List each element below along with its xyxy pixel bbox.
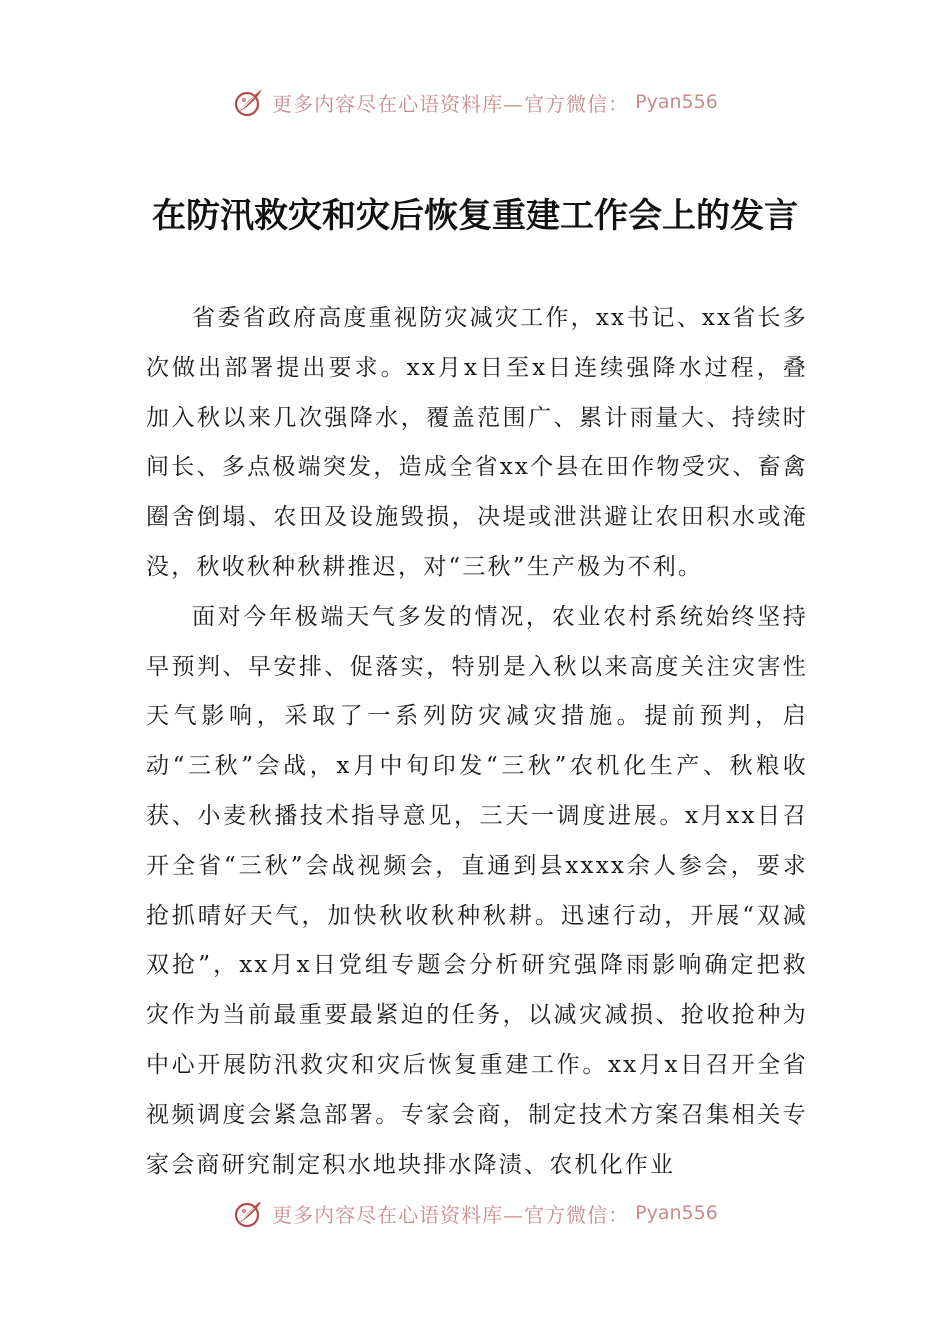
paragraph: 面对今年极端天气多发的情况，农业农村系统始终坚持早预判、早安排、促落实，特别是入秋以来高度关注灾害性天气影响，采取了一系列防灾减灾措施。提前预判，启动“三秋”会战，x月中旬印发“三秋”农机化生产、秋粮收获、小麦秋播技术指导意见，三天一调度进展。x月xx日召开全省“三秋”会战视频会，直通到县xxxx余人参会，要求抢抓晴好天气，加快秋收秋种秋耕。迅速行动，开展“双减双抢”，xx月x日党组专题会分析研究强降雨影响确定把救灾作为当前最重要最紧迫的任务，以减灾减损、抢收抢种为中心开展防汛救灾和灾后恢复重建工作。xx月x日召开全省视频调度会紧急部署。专家会商，制定技术方案召集相关专家会商研究制定积水地块排水降渍、农机化作业 — [146, 603, 808, 1178]
header-banner — [0, 82, 950, 122]
banner-text: 更多内容尽在心语资料库—官方微信： — [272, 91, 630, 116]
quill-logo-icon — [232, 85, 266, 119]
footer-banner — [0, 1202, 950, 1242]
document-body — [146, 294, 808, 1190]
banner-text: 更多内容尽在心语资料库—官方微信： — [272, 1202, 630, 1227]
paragraph: 省委省政府高度重视防灾减灾工作，xx书记、xx省长多次做出部署提出要求。xx月x日至x日连续强降水过程，叠加入秋以来几次强降水，覆盖范围广、累计雨量大、持续时间长、多点极端突发，造成全省xx个县在田作物受灾、畜禽圈舍倒塌、农田及设施毁损，决堤或泄洪避让农田积水或淹没，秋收秋种秋耕推迟，对“三秋”生产极为不利。 — [146, 305, 808, 580]
banner-wechat-id: Pyan556 — [635, 91, 718, 113]
document-title: 在防汛救灾和灾后恢复重建工作会上的发言 — [152, 196, 798, 236]
quill-logo-icon — [232, 1202, 266, 1230]
banner-wechat-id: Pyan556 — [635, 1202, 718, 1224]
